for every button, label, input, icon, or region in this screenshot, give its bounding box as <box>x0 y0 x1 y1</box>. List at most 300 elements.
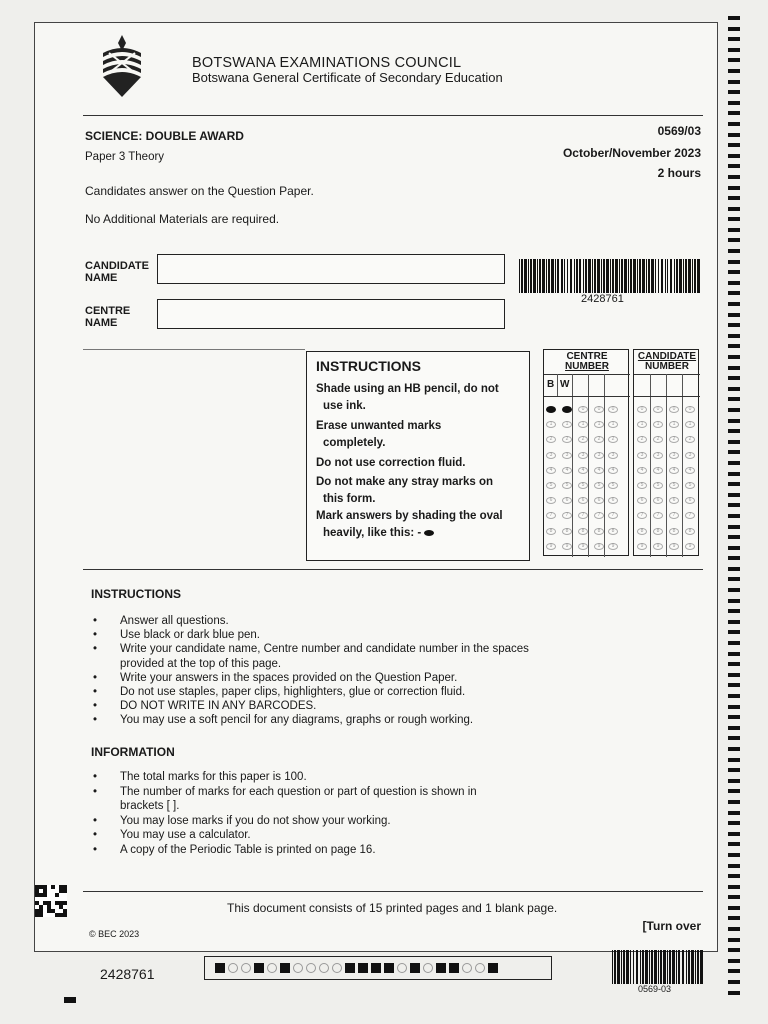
timing-mark <box>728 440 740 444</box>
digit-bubble[interactable]: 2 <box>653 436 663 443</box>
digit-bubble[interactable]: 6 <box>669 497 679 504</box>
timing-mark <box>728 355 740 359</box>
timing-mark <box>728 916 740 920</box>
centre-number-title <box>544 352 630 372</box>
barcode-bar <box>697 259 700 293</box>
digit-bubble[interactable]: 1 <box>685 421 695 428</box>
digit-bubble[interactable]: 7 <box>608 512 618 519</box>
list-item-text: Use black or dark blue pen. <box>120 629 260 642</box>
digit-bubble[interactable]: 1 <box>669 421 679 428</box>
barcode-bar <box>640 950 641 984</box>
digit-bubble[interactable]: 8 <box>669 528 679 535</box>
barcode-bar <box>597 259 600 293</box>
bullet-icon: • <box>93 785 98 798</box>
divider <box>83 349 305 350</box>
digit-bubble[interactable]: 2 <box>637 436 647 443</box>
bullet-icon: • <box>93 814 98 827</box>
barcode-bar <box>623 950 625 984</box>
barcode-bar <box>621 259 623 293</box>
empty-mark <box>462 963 472 973</box>
digit-bubble[interactable]: 4 <box>594 467 604 474</box>
digit-bubble[interactable]: 3 <box>608 452 618 459</box>
barcode-bar <box>615 259 618 293</box>
timing-mark <box>728 154 740 158</box>
digit-bubble[interactable]: 5 <box>637 482 647 489</box>
shading-instruction <box>316 474 526 508</box>
digit-bubble[interactable]: 9 <box>653 543 663 550</box>
digit-bubble[interactable]: 1 <box>578 421 588 428</box>
barcode-bar <box>655 259 656 293</box>
timing-mark <box>728 122 740 126</box>
digit-bubble[interactable]: 9 <box>608 543 618 550</box>
barcode-bar <box>624 259 627 293</box>
centre-column-w: W <box>560 379 570 390</box>
digit-bubble[interactable]: 3 <box>653 452 663 459</box>
digit-bubble[interactable]: 7 <box>546 512 556 519</box>
timing-mark <box>728 662 740 666</box>
digit-bubble[interactable]: 0 <box>637 406 647 413</box>
barcode-bar <box>601 259 602 293</box>
digit-bubble[interactable]: 8 <box>608 528 618 535</box>
filled-mark <box>384 963 394 973</box>
digit-bubble[interactable]: 9 <box>594 543 604 550</box>
barcode-bar <box>612 950 613 984</box>
digit-bubble[interactable]: 0 <box>608 406 618 413</box>
timing-mark <box>728 673 740 677</box>
digit-bubble[interactable]: 1 <box>594 421 604 428</box>
exam-session: October/November 2023 <box>562 146 701 160</box>
timing-mark <box>728 789 740 793</box>
timing-mark <box>728 694 740 698</box>
barcode-bar <box>658 950 659 984</box>
bullet-icon: • <box>93 643 98 656</box>
barcode-bar <box>692 259 693 293</box>
timing-mark <box>728 238 740 242</box>
barcode-bar <box>542 259 545 293</box>
timing-mark <box>728 461 740 465</box>
barcode-bar <box>679 259 682 293</box>
timing-mark <box>728 853 740 857</box>
timing-mark <box>728 683 740 687</box>
timing-mark <box>728 980 740 984</box>
timing-mark <box>728 164 740 168</box>
digit-bubble[interactable]: 4 <box>578 467 588 474</box>
digit-bubble[interactable]: 5 <box>685 482 695 489</box>
digit-bubble[interactable]: 0 <box>653 406 663 413</box>
subject-title: SCIENCE: DOUBLE AWARD <box>85 129 244 143</box>
barcode-bar <box>621 950 622 984</box>
barcode-bar <box>672 950 675 984</box>
digit-bubble[interactable]: 4 <box>653 467 663 474</box>
barcode-bar <box>667 259 669 293</box>
digit-bubble[interactable]: 5 <box>653 482 663 489</box>
exam-duration: 2 hours <box>657 166 701 180</box>
digit-bubble[interactable]: 7 <box>669 512 679 519</box>
barcode-bar <box>633 259 636 293</box>
timing-mark <box>728 938 740 942</box>
timing-mark <box>728 599 740 603</box>
digit-bubble[interactable]: 7 <box>637 512 647 519</box>
list-item-text: Do not use staples, paper clips, highlighters, glue or correction fluid. <box>120 686 466 698</box>
timing-mark <box>728 736 740 740</box>
shading-instruction-line: Erase unwanted marks <box>316 420 442 432</box>
barcode-bar <box>642 950 644 984</box>
exam-cover-page <box>34 22 718 952</box>
grid-divider <box>650 374 651 557</box>
digit-bubble[interactable]: 8 <box>685 528 695 535</box>
bullet-icon: • <box>93 686 98 698</box>
digit-bubble[interactable]: 4 <box>608 467 618 474</box>
digit-bubble[interactable]: 4 <box>562 467 572 474</box>
digit-bubble[interactable]: 7 <box>562 512 572 519</box>
barcode-bar <box>700 950 703 984</box>
digit-bubble[interactable]: 6 <box>685 497 695 504</box>
digit-bubble[interactable]: 6 <box>637 497 647 504</box>
digit-bubble[interactable]: 6 <box>562 497 572 504</box>
centre-column-b: B <box>547 379 555 390</box>
timing-mark <box>728 885 740 889</box>
digit-bubble[interactable]: 8 <box>594 528 604 535</box>
instructions-title: INSTRUCTIONS <box>91 587 181 601</box>
barcode-bar <box>537 259 538 293</box>
digit-bubble[interactable]: 6 <box>608 497 618 504</box>
timing-mark <box>728 334 740 338</box>
timing-mark <box>728 175 740 179</box>
barcode-bar <box>660 950 662 984</box>
digit-bubble[interactable]: 2 <box>608 436 618 443</box>
barcode-bar <box>612 259 614 293</box>
digit-bubble[interactable]: 8 <box>637 528 647 535</box>
timing-mark <box>728 493 740 497</box>
digit-bubble[interactable]: 0 <box>685 406 695 413</box>
candidate-number-title <box>634 352 700 372</box>
digit-bubble[interactable]: 0 <box>594 406 604 413</box>
digit-bubble[interactable]: 0 <box>578 406 588 413</box>
digit-bubble[interactable]: 2 <box>578 436 588 443</box>
digit-bubble[interactable]: 7 <box>653 512 663 519</box>
digit-bubble[interactable]: 7 <box>578 512 588 519</box>
filled-mark <box>215 963 225 973</box>
empty-mark <box>241 963 251 973</box>
shading-instruction <box>316 455 526 472</box>
barcode-bar <box>667 950 668 984</box>
barcode-bar <box>603 259 605 293</box>
candidate-number-grid <box>633 349 699 556</box>
divider <box>83 891 703 892</box>
timing-mark <box>728 758 740 762</box>
filled-mark <box>488 963 498 973</box>
timing-mark <box>728 472 740 476</box>
list-item-text: provided at the top of this page. <box>120 657 282 670</box>
candidate-id-bottom: 2428761 <box>100 966 155 982</box>
bullet-icon: • <box>93 671 98 684</box>
digit-bubble[interactable]: 2 <box>685 436 695 443</box>
timing-mark <box>728 397 740 401</box>
timing-mark <box>728 525 740 529</box>
centre-name-label-line2: NAME <box>85 317 118 329</box>
digit-bubble[interactable]: 3 <box>685 452 695 459</box>
barcode-bar <box>606 259 609 293</box>
filled-mark <box>449 963 459 973</box>
timing-mark <box>728 270 740 274</box>
divider <box>83 569 703 570</box>
timing-mark <box>728 80 740 84</box>
barcode-bar <box>633 950 635 984</box>
timing-mark <box>728 535 740 539</box>
digit-bubble[interactable]: 5 <box>546 482 556 489</box>
digit-bubble[interactable]: 6 <box>578 497 588 504</box>
timing-mark <box>728 429 740 433</box>
centre-name-label-line1: CENTRE <box>85 305 131 317</box>
digit-bubble[interactable]: 8 <box>562 528 572 535</box>
bullet-icon: • <box>93 714 98 727</box>
grid-divider <box>666 374 667 557</box>
empty-mark <box>306 963 316 973</box>
digit-bubble[interactable]: 9 <box>669 543 679 550</box>
barcode-bar <box>579 259 582 293</box>
timing-mark <box>728 302 740 306</box>
centre-name-field[interactable] <box>157 299 505 329</box>
digit-bubble[interactable]: 6 <box>594 497 604 504</box>
shading-instructions-box <box>306 351 530 561</box>
bullet-icon: • <box>93 615 98 627</box>
candidate-name-label-line1: CANDIDATE <box>85 260 149 272</box>
timing-mark <box>728 111 740 115</box>
barcode-bar <box>682 950 685 984</box>
shading-instruction-line: Shade using an HB pencil, do not <box>316 383 499 395</box>
digit-bubble[interactable]: 6 <box>653 497 663 504</box>
bullet-icon: • <box>93 844 98 856</box>
digit-bubble[interactable]: 1 <box>608 421 618 428</box>
digit-bubble[interactable]: 9 <box>578 543 588 550</box>
timing-mark <box>728 27 740 31</box>
digit-bubble[interactable]: 3 <box>578 452 588 459</box>
barcode-bar <box>674 259 675 293</box>
timing-mark <box>728 652 740 656</box>
candidate-number-title-line1: CANDIDATE <box>637 351 697 362</box>
digit-bubble[interactable]: 2 <box>669 436 679 443</box>
timing-mark <box>728 567 740 571</box>
timing-mark <box>728 747 740 751</box>
barcode-bar <box>669 950 671 984</box>
barcode-bar <box>626 950 629 984</box>
candidate-number-title-line2: NUMBER <box>645 361 689 372</box>
paper-title: Paper 3 Theory <box>85 151 165 163</box>
barcode-bar <box>691 950 694 984</box>
digit-bubble[interactable]: 7 <box>594 512 604 519</box>
list-item-text: DO NOT WRITE IN ANY BARCODES. <box>120 700 317 713</box>
candidate-name-field[interactable] <box>157 254 505 284</box>
timing-mark <box>728 726 740 730</box>
digit-bubble[interactable]: 3 <box>637 452 647 459</box>
filled-mark <box>410 963 420 973</box>
barcode-bar <box>636 950 639 984</box>
digit-bubble[interactable]: 9 <box>637 543 647 550</box>
shading-instruction-line: heavily, like this: - <box>323 527 422 539</box>
timing-mark <box>728 260 740 264</box>
digit-bubble[interactable]: 2 <box>546 436 556 443</box>
list-item-text: brackets [ ]. <box>120 800 180 813</box>
timing-mark <box>728 344 740 348</box>
barcode-bar <box>610 259 611 293</box>
digit-bubble[interactable]: 7 <box>685 512 695 519</box>
barcode-bar <box>639 259 641 293</box>
list-item-text: A copy of the Periodic Table is printed on page 16. <box>120 844 376 856</box>
barcode-bar <box>576 259 578 293</box>
barcode-bar <box>519 259 520 293</box>
grid-divider <box>682 374 683 557</box>
digit-bubble[interactable]: 5 <box>562 482 572 489</box>
barcode-bar <box>651 259 654 293</box>
bullet-icon: • <box>93 629 98 642</box>
timing-mark <box>728 768 740 772</box>
timing-mark <box>728 577 740 581</box>
shading-instruction-line: Do not make any stray marks on <box>316 476 494 488</box>
barcode-bar <box>686 950 687 984</box>
corner-mark <box>64 997 76 1003</box>
digit-bubble[interactable] <box>562 406 572 413</box>
timing-mark <box>728 556 740 560</box>
page-count-note: This document consists of 15 printed pages and 1 blank page. <box>227 901 558 915</box>
timing-mark <box>728 217 740 221</box>
candidate-name-label-line2: NAME <box>85 272 118 284</box>
timing-mark <box>728 864 740 868</box>
barcode-bar <box>564 259 565 293</box>
timing-mark <box>728 832 740 836</box>
barcode-bar <box>637 259 638 293</box>
grid-divider <box>588 374 589 557</box>
barcode-bar <box>539 259 541 293</box>
timing-mark <box>728 609 740 613</box>
barcode-bar <box>592 259 593 293</box>
digit-bubble[interactable]: 5 <box>594 482 604 489</box>
barcode-bar <box>567 259 569 293</box>
paper-code: 0569/03 <box>657 124 701 138</box>
barcode-bar <box>617 950 620 984</box>
barcode-bar <box>688 259 691 293</box>
empty-mark <box>293 963 303 973</box>
candidate-name-label <box>85 260 149 284</box>
timing-mark <box>728 376 740 380</box>
digit-bubble[interactable] <box>546 406 556 413</box>
digit-bubble[interactable]: 8 <box>546 528 556 535</box>
timing-mark <box>728 800 740 804</box>
list-item-text: You may use a soft pencil for any diagrams, graphs or rough working. <box>120 714 474 727</box>
timing-mark <box>728 546 740 550</box>
timing-mark <box>728 588 740 592</box>
digit-bubble[interactable]: 9 <box>546 543 556 550</box>
barcode-bar <box>630 950 631 984</box>
digit-bubble[interactable]: 3 <box>669 452 679 459</box>
paper-code-bottom: 0569-03 <box>638 984 672 994</box>
digit-bubble[interactable]: 1 <box>562 421 572 428</box>
bullet-icon: • <box>93 771 98 783</box>
barcode-bar <box>665 259 666 293</box>
materials-note: No Additional Materials are required. <box>85 212 280 226</box>
digit-bubble[interactable]: 5 <box>578 482 588 489</box>
timing-mark <box>728 69 740 73</box>
timing-mark <box>728 991 740 995</box>
timing-mark <box>728 503 740 507</box>
digit-bubble[interactable]: 0 <box>669 406 679 413</box>
digit-bubble[interactable]: 5 <box>608 482 618 489</box>
timing-mark <box>728 281 740 285</box>
centre-number-title-line1: CENTRE <box>566 351 608 362</box>
timing-mark <box>728 482 740 486</box>
digit-bubble[interactable]: 2 <box>594 436 604 443</box>
barcode-bar <box>630 259 632 293</box>
barcode-bar <box>614 950 616 984</box>
digit-bubble[interactable]: 6 <box>546 497 556 504</box>
barcode-bar <box>683 259 684 293</box>
shading-instructions-title: INSTRUCTIONS <box>316 358 421 374</box>
information-title: INFORMATION <box>91 745 175 759</box>
timing-mark <box>728 906 740 910</box>
digit-bubble[interactable]: 3 <box>562 452 572 459</box>
digit-bubble[interactable]: 9 <box>562 543 572 550</box>
barcode-bar <box>676 950 677 984</box>
list-item-text: You may lose marks if you do not show your working. <box>120 814 391 827</box>
qr-code-icon <box>35 885 67 917</box>
digit-bubble[interactable]: 8 <box>653 528 663 535</box>
shading-instruction-line: completely. <box>323 437 386 449</box>
timing-mark <box>728 291 740 295</box>
digit-bubble[interactable]: 2 <box>562 436 572 443</box>
barcode-bar <box>661 259 664 293</box>
digit-bubble[interactable]: 4 <box>546 467 556 474</box>
filled-mark <box>254 963 264 973</box>
timing-mark <box>728 641 740 645</box>
barcode-bar <box>619 259 620 293</box>
barcode-bar <box>570 259 573 293</box>
shading-instruction-line: Mark answers by shading the oval <box>316 510 503 522</box>
filled-mark <box>436 963 446 973</box>
digit-bubble[interactable]: 5 <box>669 482 679 489</box>
digit-bubble[interactable]: 8 <box>578 528 588 535</box>
barcode-bar <box>561 259 564 293</box>
digit-bubble[interactable]: 4 <box>669 467 679 474</box>
grid-divider <box>604 374 605 557</box>
digit-bubble[interactable]: 1 <box>546 421 556 428</box>
empty-mark <box>267 963 277 973</box>
timing-mark <box>728 387 740 391</box>
empty-mark <box>319 963 329 973</box>
barcode-bar <box>530 259 532 293</box>
empty-mark <box>423 963 433 973</box>
timing-marks <box>728 16 740 1001</box>
digit-bubble[interactable]: 9 <box>685 543 695 550</box>
digit-bubble[interactable]: 4 <box>637 467 647 474</box>
timing-mark <box>728 16 740 20</box>
digit-bubble[interactable]: 3 <box>594 452 604 459</box>
digit-bubble[interactable]: 1 <box>653 421 663 428</box>
list-item-text: You may use a calculator. <box>120 829 251 842</box>
barcode-bar <box>628 259 629 293</box>
timing-mark <box>728 715 740 719</box>
barcode-bar <box>585 259 587 293</box>
timing-mark <box>728 895 740 899</box>
barcode-bar <box>651 950 653 984</box>
barcode-bar <box>646 259 647 293</box>
filled-oval-icon <box>424 530 434 536</box>
digit-bubble[interactable]: 3 <box>546 452 556 459</box>
digit-bubble[interactable]: 1 <box>637 421 647 428</box>
timing-mark <box>728 620 740 624</box>
digit-bubble[interactable]: 4 <box>685 467 695 474</box>
timing-mark <box>728 408 740 412</box>
omr-timing-row <box>204 956 552 980</box>
timing-mark <box>728 48 740 52</box>
